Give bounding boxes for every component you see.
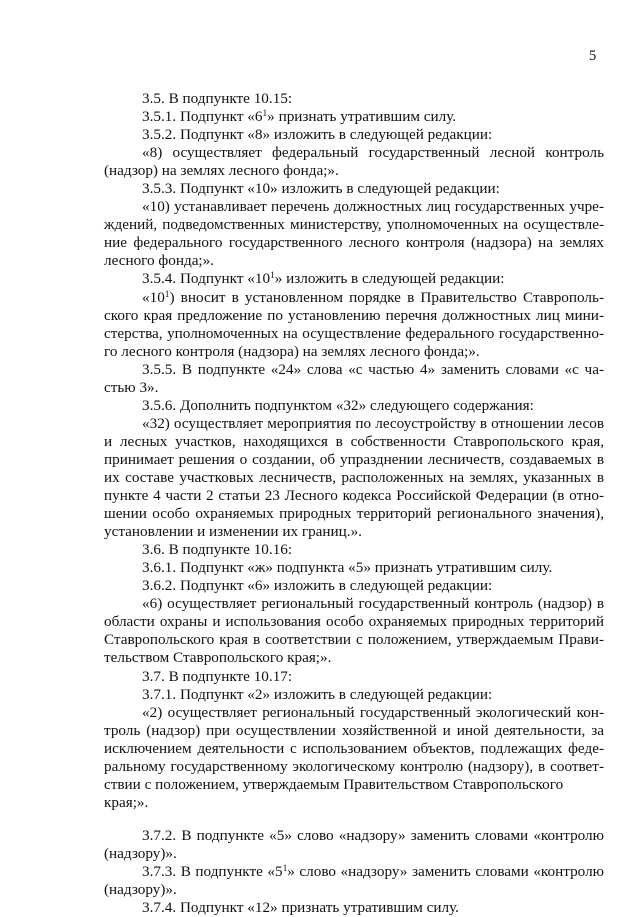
paragraph [104, 397, 604, 415]
paragraph-text: «6) осуществляет региональный государственный контроль (надзор) в области охраны и использования особо охраняемых природных территорий Ставропольского края в соответствии с положением, утверждаемым Правительством Ставропольского края;». [104, 595, 604, 667]
paragraph-text: 3.5.5. В подпункте «24» слова «с частью 4» заменить словами «с частью 3». [104, 360, 604, 396]
paragraph-text: 3.7.2. В подпункте «5» слово «надзору» заменить словами «контролю (надзору)». [104, 826, 604, 862]
paragraph [104, 198, 604, 270]
superscript: 1 [270, 271, 275, 282]
paragraph [104, 595, 604, 667]
paragraph [104, 794, 604, 812]
paragraph [104, 686, 604, 704]
paragraph [104, 541, 604, 559]
paragraph-text: 3.7. В подпункте 10.17: [142, 667, 293, 685]
paragraph [104, 108, 604, 126]
paragraph-text: 3.7.4. Подпункт «12» признать утратившим силу. [142, 899, 459, 917]
paragraph-text: 3.5.3. Подпункт «10» изложить в следующей редакции: [142, 180, 500, 198]
paragraph [104, 899, 604, 917]
paragraph-text: «8) осуществляет федеральный государственный лесной контроль (надзор) на землях лесного фонда;». [104, 144, 604, 180]
page-number: 5 [589, 48, 597, 64]
paragraph [104, 90, 604, 108]
paragraph [104, 668, 604, 686]
paragraph-text: ) вносит в установленном порядке в Правительство Ставропольского края предложение по установлению перечня должностных лиц министерства, уполномоченных на осуществление федерального государственного лесного контроля (надзора) на землях лесного фонда;». [104, 288, 604, 360]
paragraph-text: » признать утратившим силу. [267, 108, 457, 126]
paragraph-text: » изложить в следующей редакции: [274, 270, 505, 288]
paragraph-text: 3.5. В подпункте 10.15: [142, 90, 293, 107]
document-body [104, 90, 604, 917]
superscript: 1 [262, 108, 268, 119]
paragraph [104, 704, 604, 794]
paragraph [104, 270, 604, 288]
paragraph [104, 827, 604, 863]
paragraph-text: 3.6.1. Подпункт «ж» подпункта «5» признать утратившим силу. [142, 559, 553, 577]
paragraph [104, 180, 604, 198]
paragraph [104, 415, 604, 541]
paragraph [104, 361, 604, 397]
paragraph-text: «32) осуществляет мероприятия по лесоустройству в отношении лесов и лесных участков, находящихся в собственности Ставропольского края, принимает решения о создании, об упразднении лесничеств, создаваемых в их составе участковых лесничеств, расположенных на землях, указанных в пункте 4 части 2 статьи 23 Лесного кодекса Российской Федерации (в отношении особо охраняемых природных территорий регионального значения), установлении и изменении их границ.». [104, 414, 604, 541]
superscript: 1 [164, 289, 170, 300]
paragraph-text: края;». [104, 793, 149, 811]
paragraph-text: 3.7.1. Подпункт «2» изложить в следующей редакции: [142, 685, 493, 703]
paragraph [104, 289, 604, 361]
paragraph-text: 3.6. В подпункте 10.16: [142, 541, 293, 559]
paragraph [104, 126, 604, 144]
paragraph-text: 3.5.1. Подпункт «6 [142, 108, 263, 126]
paragraph [104, 863, 604, 899]
paragraph-text: 3.6.2. Подпункт «6» изложить в следующей редакции: [142, 577, 493, 595]
paragraph-text: 3.5.6. Дополнить подпунктом «32» следующего содержания: [142, 396, 534, 414]
superscript: 1 [282, 863, 288, 874]
paragraph [104, 144, 604, 180]
paragraph-text: 3.7.3. В подпункте «5 [142, 862, 283, 880]
paragraph-text: «10 [142, 288, 165, 306]
paragraph [104, 577, 604, 595]
paragraph-text: 3.5.2. Подпункт «8» изложить в следующей редакции: [142, 126, 493, 144]
paragraph [104, 559, 604, 577]
paragraph-text: » слово «надзору» заменить словами «контролю (надзору)». [104, 862, 604, 899]
paragraph-text: «2) осуществляет региональный государственный экологический контроль (надзор) при осуществлении хозяйственной и иной деятельности, за исключением деятельности с использованием объектов, подлежащих федеральному государственному экологическому контролю (надзору), в соответствии с положением, утверждаемым Правительством Ставропольского [104, 703, 604, 793]
paragraph-text: 3.5.4. Подпункт «10 [142, 270, 271, 288]
paragraph-text: «10) устанавливает перечень должностных лиц государственных учреждений, подведомственных министерству, уполномоченных на осуществление федерального государственного лесного контроля (надзора) на землях лесного фонда;». [104, 198, 604, 270]
